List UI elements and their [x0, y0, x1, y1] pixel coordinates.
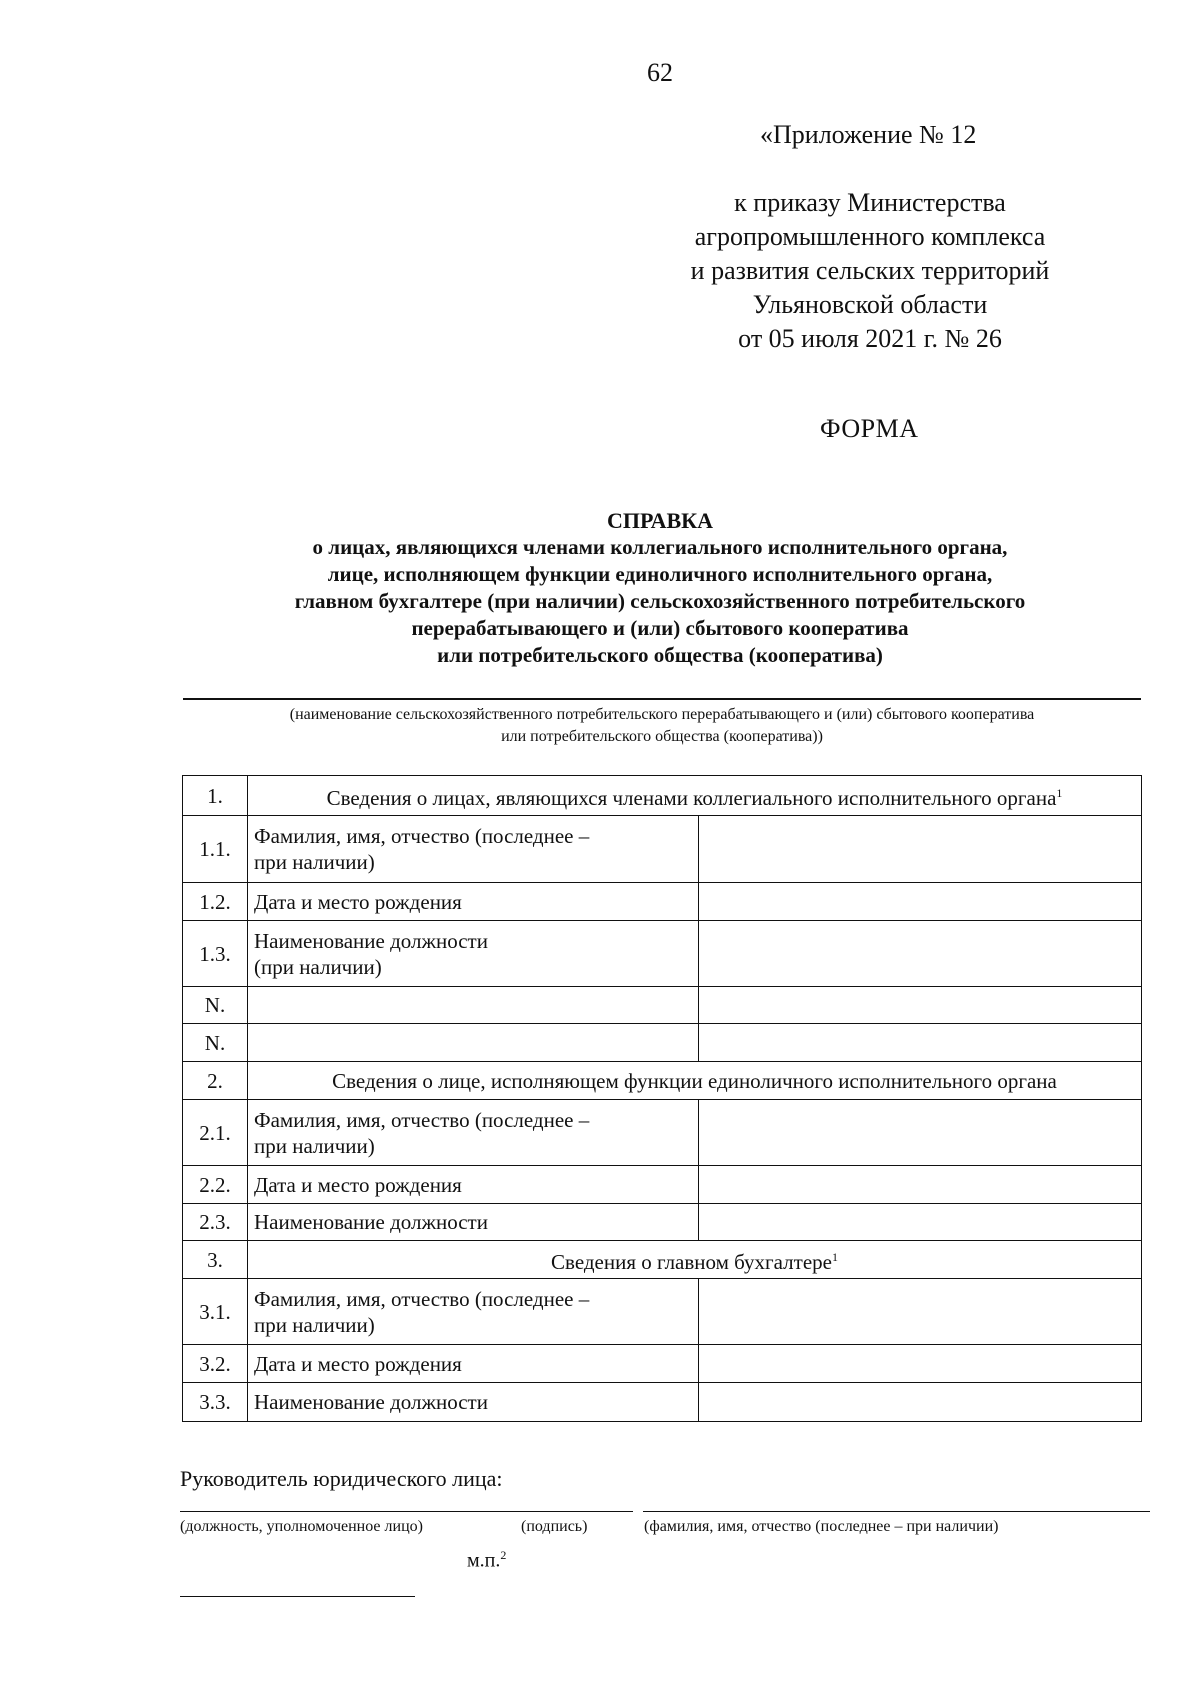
footnote-ref: 2	[500, 1548, 507, 1562]
position-field[interactable]	[180, 1511, 508, 1512]
page-number: 62	[647, 58, 673, 87]
row-label[interactable]	[248, 1024, 699, 1062]
row-label: Дата и место рождения	[248, 1345, 699, 1383]
row-label: Наименование должности	[248, 1383, 699, 1422]
row-label: Дата и место рождения	[248, 1166, 699, 1204]
section-title: Сведения о лице, исполняющем функции единоличного исполнительного органа	[248, 1062, 1142, 1100]
form-label: ФОРМА	[820, 414, 919, 443]
info-table	[182, 775, 1142, 1422]
row-label: Фамилия, имя, отчество (последнее – при наличии)	[248, 1279, 699, 1345]
value-cell[interactable]	[699, 816, 1142, 883]
row-number: 1.2.	[183, 883, 248, 921]
full-name-caption: (фамилия, имя, отчество (последнее – при наличии)	[644, 1518, 999, 1535]
value-cell[interactable]	[699, 1345, 1142, 1383]
table-row	[183, 816, 1142, 883]
table-row	[183, 987, 1142, 1024]
row-number: 1.3.	[183, 921, 248, 987]
heading-line: или потребительского общества (кооператива)	[437, 643, 883, 667]
section-title: Сведения о лицах, являющихся членами коллегиального исполнительного органа$^1$	[248, 776, 1142, 816]
full-name-field[interactable]	[643, 1511, 1150, 1512]
row-number: 1.1.	[183, 816, 248, 883]
org-name-caption	[183, 704, 1141, 748]
order-line: и развития сельских территорий	[690, 256, 1050, 285]
row-label: Наименование должности	[248, 1204, 699, 1241]
appendix-title: «Приложение № 12	[760, 120, 977, 149]
row-number: 1.	[183, 776, 248, 816]
signature-field[interactable]	[507, 1511, 633, 1512]
row-label: Наименование должности (при наличии)	[248, 921, 699, 987]
row-label: Фамилия, имя, отчество (последнее – при наличии)	[248, 1100, 699, 1166]
heading-line: перерабатывающего и (или) сбытового кооператива	[411, 616, 909, 640]
position-caption: (должность, уполномоченное лицо)	[180, 1518, 423, 1535]
heading-title: СПРАВКА	[606, 508, 714, 533]
row-number: 2.3.	[183, 1204, 248, 1241]
table-row	[183, 921, 1142, 987]
footnote-ref: 1	[1056, 786, 1063, 800]
row-number: 3.	[183, 1241, 248, 1279]
order-line: агропромышленного комплекса	[694, 222, 1046, 251]
value-cell[interactable]	[699, 987, 1142, 1024]
table-row	[183, 1383, 1142, 1422]
signature-caption: (подпись)	[521, 1518, 588, 1535]
section-row	[183, 1062, 1142, 1100]
order-line: к приказу Министерства	[734, 188, 1006, 217]
order-line: от 05 июля 2021 г. № 26	[738, 324, 1002, 353]
head-of-entity-label: Руководитель юридического лица:	[180, 1466, 503, 1491]
table-row	[183, 1166, 1142, 1204]
heading-line: о лицах, являющихся членами коллегиального исполнительного органа,	[312, 535, 1008, 559]
heading-line: главном бухгалтере (при наличии) сельскохозяйственного потребительского	[294, 589, 1026, 613]
order-reference	[640, 186, 1100, 356]
footnote-ref: 1	[831, 1250, 838, 1264]
value-cell[interactable]	[699, 921, 1142, 987]
caption-line: (наименование сельскохозяйственного потребительского перерабатывающего и (или) сбытового кооператива	[289, 706, 1035, 723]
section-title: Сведения о главном бухгалтере$^1$	[248, 1241, 1142, 1279]
footnote-separator	[180, 1596, 415, 1597]
value-cell[interactable]	[699, 1383, 1142, 1422]
row-label: Дата и место рождения	[248, 883, 699, 921]
document-heading	[180, 507, 1140, 669]
value-cell[interactable]	[699, 883, 1142, 921]
row-number: N.	[183, 1024, 248, 1062]
heading-line: лице, исполняющем функции единоличного исполнительного органа,	[327, 562, 993, 586]
section-row	[183, 776, 1142, 816]
caption-line: или потребительского общества (кооператива))	[501, 728, 823, 745]
stamp-place: м.п.$^2$	[467, 1548, 507, 1572]
value-cell[interactable]	[699, 1204, 1142, 1241]
table-row	[183, 1024, 1142, 1062]
row-number: 3.1.	[183, 1279, 248, 1345]
value-cell[interactable]	[699, 1166, 1142, 1204]
table-row	[183, 1204, 1142, 1241]
table-row	[183, 1345, 1142, 1383]
row-number: 2.2.	[183, 1166, 248, 1204]
value-cell[interactable]	[699, 1024, 1142, 1062]
order-line: Ульяновской области	[752, 290, 988, 319]
row-number: 2.1.	[183, 1100, 248, 1166]
table-row	[183, 1100, 1142, 1166]
row-number: N.	[183, 987, 248, 1024]
row-number: 2.	[183, 1062, 248, 1100]
row-label[interactable]	[248, 987, 699, 1024]
value-cell[interactable]	[699, 1279, 1142, 1345]
row-label: Фамилия, имя, отчество (последнее – при наличии)	[248, 816, 699, 883]
section-row	[183, 1241, 1142, 1279]
row-number: 3.2.	[183, 1345, 248, 1383]
row-number: 3.3.	[183, 1383, 248, 1422]
table-row	[183, 883, 1142, 921]
org-name-field[interactable]	[183, 698, 1141, 700]
table-row	[183, 1279, 1142, 1345]
value-cell[interactable]	[699, 1100, 1142, 1166]
